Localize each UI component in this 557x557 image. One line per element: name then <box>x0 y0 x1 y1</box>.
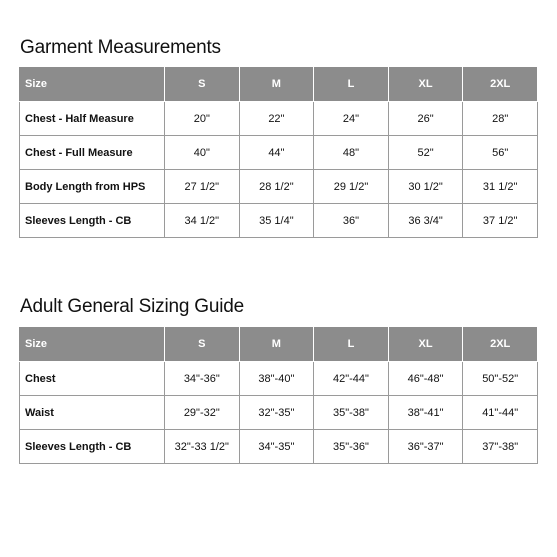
cell: 22" <box>239 102 314 136</box>
row-label: Chest - Half Measure <box>20 102 165 136</box>
table-header-row <box>20 327 538 362</box>
cell: 35"-36" <box>314 430 389 464</box>
cell: 40" <box>165 136 240 170</box>
cell: 34"-35" <box>239 430 314 464</box>
table-row <box>20 102 538 136</box>
garment-measurements-title: Garment Measurements <box>20 37 221 58</box>
header-m: M <box>239 67 314 102</box>
cell: 36" <box>314 204 389 238</box>
table-row <box>20 170 538 204</box>
cell: 48" <box>314 136 389 170</box>
cell: 29"-32" <box>165 396 240 430</box>
cell: 34"-36" <box>165 362 240 396</box>
cell: 56" <box>463 136 538 170</box>
garment-measurements-table <box>19 67 538 238</box>
cell: 30 1/2" <box>388 170 463 204</box>
row-label: Chest - Full Measure <box>20 136 165 170</box>
cell: 46"-48" <box>388 362 463 396</box>
table-header-row <box>20 67 538 102</box>
row-label: Body Length from HPS <box>20 170 165 204</box>
cell: 35 1/4" <box>239 204 314 238</box>
cell: 41"-44" <box>463 396 538 430</box>
sizing-guide-title: Adult General Sizing Guide <box>20 296 244 317</box>
table-row <box>20 136 538 170</box>
header-l: L <box>314 327 389 362</box>
cell: 32"-35" <box>239 396 314 430</box>
cell: 36"-37" <box>388 430 463 464</box>
cell: 20" <box>165 102 240 136</box>
cell: 44" <box>239 136 314 170</box>
cell: 50"-52" <box>463 362 538 396</box>
header-s: S <box>165 67 240 102</box>
header-2xl: 2XL <box>463 327 538 362</box>
header-m: M <box>239 327 314 362</box>
cell: 27 1/2" <box>165 170 240 204</box>
table-row <box>20 204 538 238</box>
cell: 42"-44" <box>314 362 389 396</box>
header-2xl: 2XL <box>463 67 538 102</box>
cell: 29 1/2" <box>314 170 389 204</box>
cell: 26" <box>388 102 463 136</box>
cell: 37 1/2" <box>463 204 538 238</box>
cell: 52" <box>388 136 463 170</box>
cell: 36 3/4" <box>388 204 463 238</box>
row-label: Sleeves Length - CB <box>20 204 165 238</box>
cell: 34 1/2" <box>165 204 240 238</box>
cell: 31 1/2" <box>463 170 538 204</box>
cell: 35"-38" <box>314 396 389 430</box>
cell: 28 1/2" <box>239 170 314 204</box>
cell: 24" <box>314 102 389 136</box>
row-label: Chest <box>20 362 165 396</box>
table-row <box>20 430 538 464</box>
table-row <box>20 362 538 396</box>
header-size: Size <box>20 327 165 362</box>
header-xl: XL <box>388 67 463 102</box>
header-s: S <box>165 327 240 362</box>
table-row <box>20 396 538 430</box>
cell: 37"-38" <box>463 430 538 464</box>
row-label: Waist <box>20 396 165 430</box>
header-l: L <box>314 67 389 102</box>
row-label: Sleeves Length - CB <box>20 430 165 464</box>
sizing-guide-table <box>19 327 538 464</box>
cell: 38"-40" <box>239 362 314 396</box>
cell: 28" <box>463 102 538 136</box>
header-size: Size <box>20 67 165 102</box>
header-xl: XL <box>388 327 463 362</box>
cell: 38"-41" <box>388 396 463 430</box>
cell: 32"-33 1/2" <box>165 430 240 464</box>
